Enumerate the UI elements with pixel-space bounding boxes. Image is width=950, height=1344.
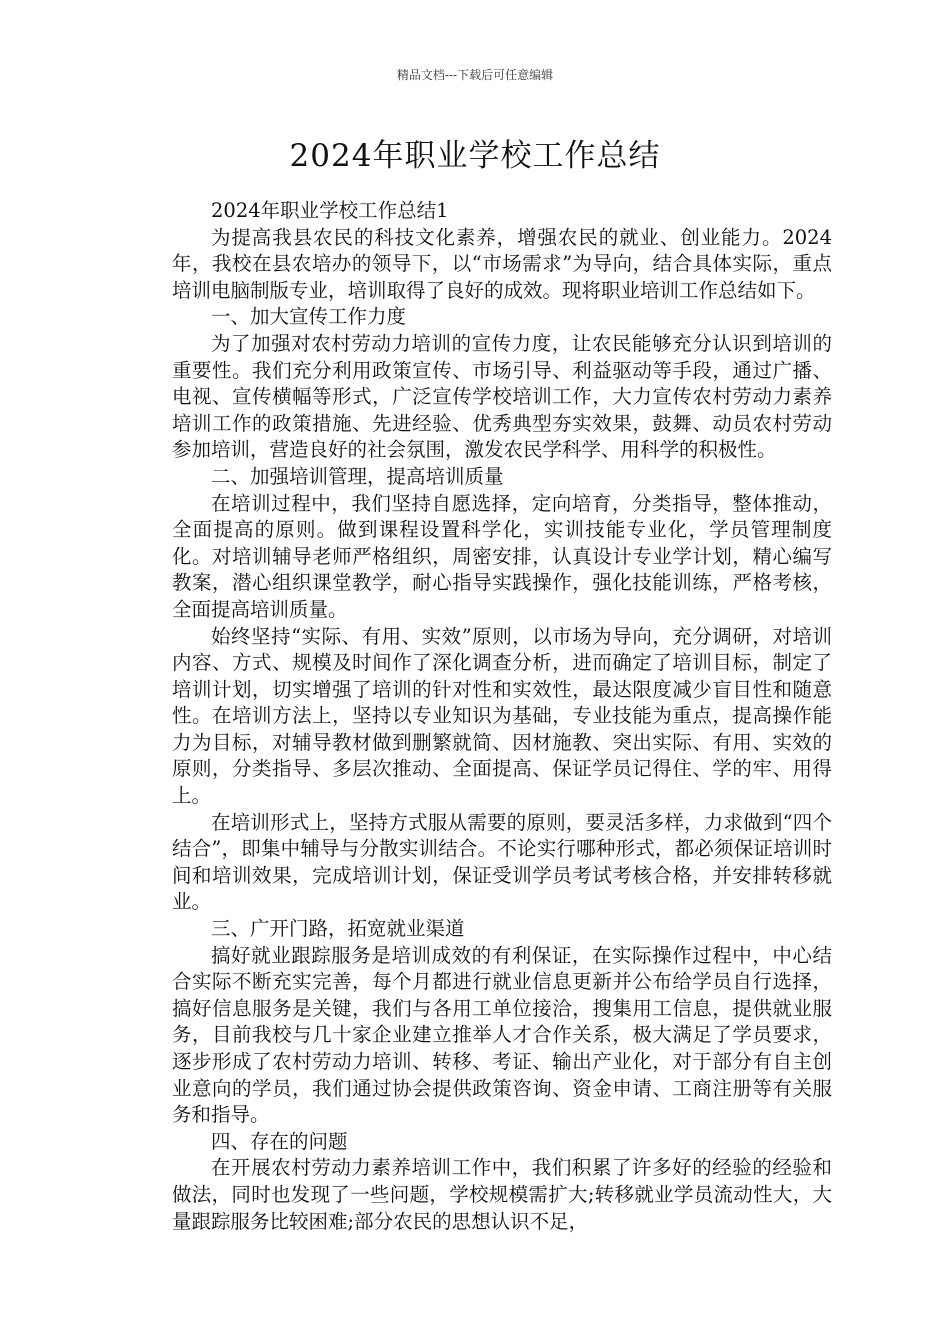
header-note: 精品文档---下载后可任意编辑 [396, 68, 554, 82]
intro-paragraph: 为提高我县农民的科技文化素养，增强农民的就业、创业能力。2024年，我校在县农培办的领导下，以“市场需求”为导向，结合具体实际，重点培训电脑制版专业，培训取得了良好的成效。现将职业培训工作总结如下。 [172, 225, 832, 302]
section-1-paragraph: 为了加强对农村劳动力培训的宣传力度，让农民能够充分认识到培训的重要性。我们充分利用政策宣传、市场引导、利益驱动等手段，通过广播、电视、宣传横幅等形式，广泛宣传学校培训工作，大力宣传农村劳动力素养培训工作的政策措施、先进经验、优秀典型夯实效果，鼓舞、动员农村劳动参加培训，营造良好的社会氛围，激发农民学科学、用科学的积极性。 [172, 331, 832, 462]
section-4-paragraph: 在开展农村劳动力素养培训工作中，我们积累了许多好的经验的经验和做法，同时也发现了一些问题，学校规模需扩大;转移就业学员流动性大，大量跟踪服务比较困难;部分农民的思想认识不足， [172, 1156, 832, 1233]
section-heading-4: 四、存在的问题 [211, 1129, 348, 1153]
section-2-paragraph-2: 始终坚持“实际、有用、实效”原则，以市场为导向，充分调研，对培训内容、方式、规模及时间作了深化调查分析，进而确定了培训目标，制定了培训计划，切实增强了培训的针对性和实效性，最达限度减少盲目性和随意性。在培训方法上，坚持以专业知识为基础，专业技能为重点，提高操作能力为目标，对辅导教材做到删繁就简、因材施教、突出实际、有用、实效的原则，分类指导、多层次推动、全面提高、保证学员记得住、学的牢、用得上。 [172, 624, 832, 808]
subtitle-paragraph: 2024年职业学校工作总结1 [211, 199, 449, 222]
section-2-paragraph-3: 在培训形式上，坚持方式服从需要的原则，要灵活多样，力求做到“四个结合”，即集中辅导与分散实训结合。不论实行哪种形式，都必须保证培训时间和培训效果，完成培训计划，保证受训学员考试考核合格，并安排转移就业。 [172, 810, 832, 914]
section-3-paragraph: 搞好就业跟踪服务是培训成效的有利保证，在实际操作过程中，中心结合实际不断充实完善，每个月都进行就业信息更新并公布给学员自行选择，搞好信息服务是关键，我们与各用工单位接洽，搜集用工信息，提供就业服务，目前我校与几十家企业建立推举人才合作关系，极大满足了学员要求，逐步形成了农村劳动力培训、转移、考证、输出产业化，对于部分有自主创业意向的学员，我们通过协会提供政策咨询、资金申请、工商注册等有关服务和指导。 [172, 943, 832, 1127]
section-heading-2: 二、加强培训管理，提高培训质量 [211, 464, 504, 488]
document-body [172, 198, 832, 1235]
section-2-paragraph-1: 在培训过程中，我们坚持自愿选择，定向培育，分类指导，整体推动，全面提高的原则。做到课程设置科学化，实训技能专业化，学员管理制度化。对培训辅导老师严格组织，周密安排，认真设计专业学计划，精心编写教案，潜心组织课堂教学，耐心指导实践操作，强化技能训练，严格考核，全面提高培训质量。 [172, 491, 832, 621]
section-heading-1: 一、加大宣传工作力度 [211, 305, 407, 329]
document-title: 2024年职业学校工作总结 [289, 138, 661, 174]
section-heading-3: 三、广开门路，拓宽就业渠道 [211, 917, 465, 941]
